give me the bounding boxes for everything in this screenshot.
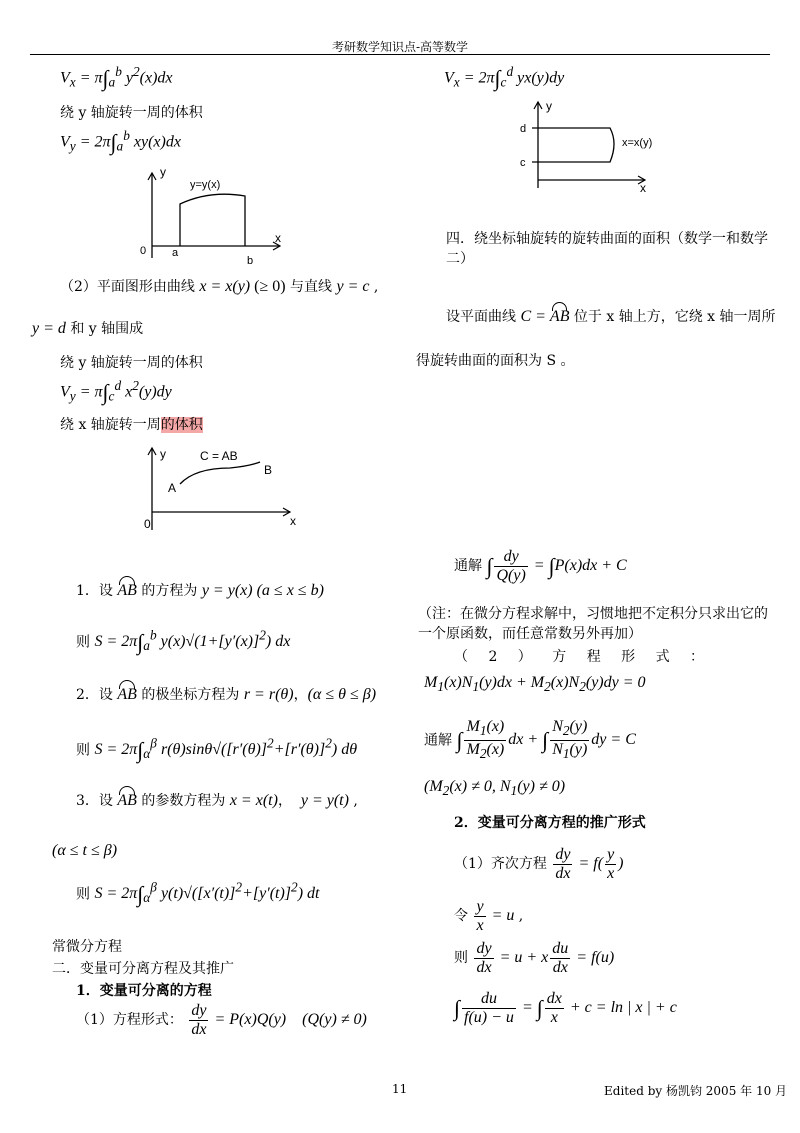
graph-x-of-y [510, 98, 660, 193]
y-rotation-label-2: 绕 y 轴旋转一周的体积 [60, 355, 203, 371]
item3-text: 3．设 AB 的参数方程为 x = x(t)， y = y(t) , [76, 792, 358, 809]
sub1-title: 1．变量可分离的方程 [76, 983, 212, 999]
general-solution-2: 通解 ∫ $\frac{M_1(x)}{M_2(x)}$ dx + ∫ $\frac{N_2(y)}{N_1(y)}$ dy = C [424, 718, 636, 762]
graph2-curve [180, 462, 260, 484]
section4-title: 四．绕坐标轴旋转的旋转曲面的面积（数学一和数学二） [446, 231, 768, 267]
graph2-y-label: y [160, 447, 166, 461]
form2-label: （ 2 ） 方 程 形 式 ： [454, 649, 705, 665]
graph3-y-label: y [546, 99, 552, 113]
case2-text: （2）平面图形由曲线 x = x(y) (≥ 0) 与直线 y = c , [60, 278, 379, 295]
graph1-curve-label: y=y(x) [190, 179, 221, 191]
item1-text: 1．设 AB 的方程为 y = y(x) (a ≤ x ≤ b) [76, 582, 324, 599]
item2-text: 2．设 AB 的极坐标方程为 r = r(θ)，(α ≤ θ ≤ β) [76, 686, 377, 703]
header-rule [30, 54, 770, 55]
graph2-curve-label: C = AB [200, 449, 238, 463]
substitution: 令 $\frac{y}{x}$ = u , [454, 898, 524, 934]
editor-credit: Edited by 杨凯钧 2005 年 10 月 [604, 1084, 788, 1098]
section2-title: 二．变量可分离方程及其推广 [52, 961, 234, 977]
note-text: （注：在微分方程求解中，习惯地把不定积分只求出它的一个原函数，而任意常数另外再加） [418, 606, 768, 642]
ode-title: 常微分方程 [52, 939, 122, 955]
item3-range: (α ≤ t ≤ β) [52, 842, 118, 859]
graph-curve-ab [140, 440, 300, 535]
graph3-curve [532, 128, 614, 162]
graph2-origin: 0 [144, 517, 151, 531]
vy2-formula: $V_y = \pi\int_c^d$ $x^2(y)dy$ [60, 378, 172, 405]
graph1-b-label: b [247, 255, 254, 267]
surface-text2: 得旋转曲面的面积为 S 。 [416, 353, 575, 369]
item2-formula: 则 $S = 2\pi\int_\alpha^\beta$ $r(\theta)\sin\theta√([r'(\theta)]^2+[r'(\theta)]^2)$ dθ [76, 736, 358, 763]
vx-formula-left: $V_x = \pi\int_a^b$ $y^2(x)dx$ [60, 64, 173, 91]
sub2-title: 2．变量可分离方程的推广形式 [454, 815, 646, 831]
form-equation: （1）方程形式： $\frac{dy}{dx}$ = P(x)Q(y) (Q(y) ≠ 0) [76, 1002, 367, 1038]
graph1-y-label: y [160, 165, 166, 179]
surface-text1: 设平面曲线 C = AB 位于 x 轴上方，它绕 x 轴一周所 [446, 308, 776, 325]
condition: ($M_2(x) \ne 0$, $N_1(y) \ne 0$) [424, 778, 566, 799]
graph2-x-label: x [290, 514, 296, 528]
graph-y-of-x [130, 165, 290, 268]
highlighted-text: 的体积 [160, 417, 203, 433]
case2-line2: y = d 和 y 轴围成 [32, 320, 144, 337]
y-axis-rotation-label: 绕 y 轴旋转一周的体积 [60, 105, 203, 121]
graph1-x-label: x [275, 231, 281, 245]
integral-solution: ∫ $\frac{du}{f(u) - u}$ = ∫ $\frac{dx}{x}$ + c = ln | x | + c [454, 990, 677, 1026]
homogeneous-equation: （1）齐次方程 $\frac{dy}{dx}$ = f( $\frac{y}{x}$ ) [454, 846, 624, 882]
item3-formula: 则 $S = 2\pi\int_\alpha^\beta$ $y(t)√([x'(t)]^2+[y'(t)]^2)$ dt [76, 880, 320, 907]
graph3-curve-label: x=x(y) [622, 137, 653, 149]
form2-equation: $M_1(x)N_1(y)dx + M_2(x)N_2(y)dy = 0$ [424, 674, 646, 695]
graph1-origin: 0 [140, 245, 147, 257]
vy-formula-left: $V_y = 2\pi\int_a^b$ xy(x)dx [60, 128, 181, 155]
graph1-curve [180, 194, 245, 246]
vx-formula-right: $V_x = 2\pi\int_c^d$ yx(y)dy [444, 64, 565, 91]
derivative-relation: 则 $\frac{dy}{dx}$ = u + x $\frac{du}{dx}$ = f(u) [454, 940, 615, 976]
graph2-b-label: B [264, 463, 273, 477]
graph2-a-label: A [168, 481, 177, 495]
x-rotation-label: 绕 x 轴旋转一周的体积 [60, 417, 203, 433]
page-header: 考研数学知识点-高等数学 [331, 40, 469, 54]
graph3-d-label: d [520, 123, 527, 135]
graph3-x-label: x [640, 181, 646, 195]
general-solution-1: 通解 ∫ $\frac{dy}{Q(y)}$ = ∫P(x)dx + C [454, 548, 627, 584]
graph1-a-label: a [172, 247, 179, 259]
page-number: 11 [392, 1082, 408, 1096]
item1-formula: 则 $S = 2\pi\int_a^b$ $y(x)√(1+[y'(x)]^2)$ dx [76, 628, 291, 655]
graph3-c-label: c [520, 157, 526, 169]
